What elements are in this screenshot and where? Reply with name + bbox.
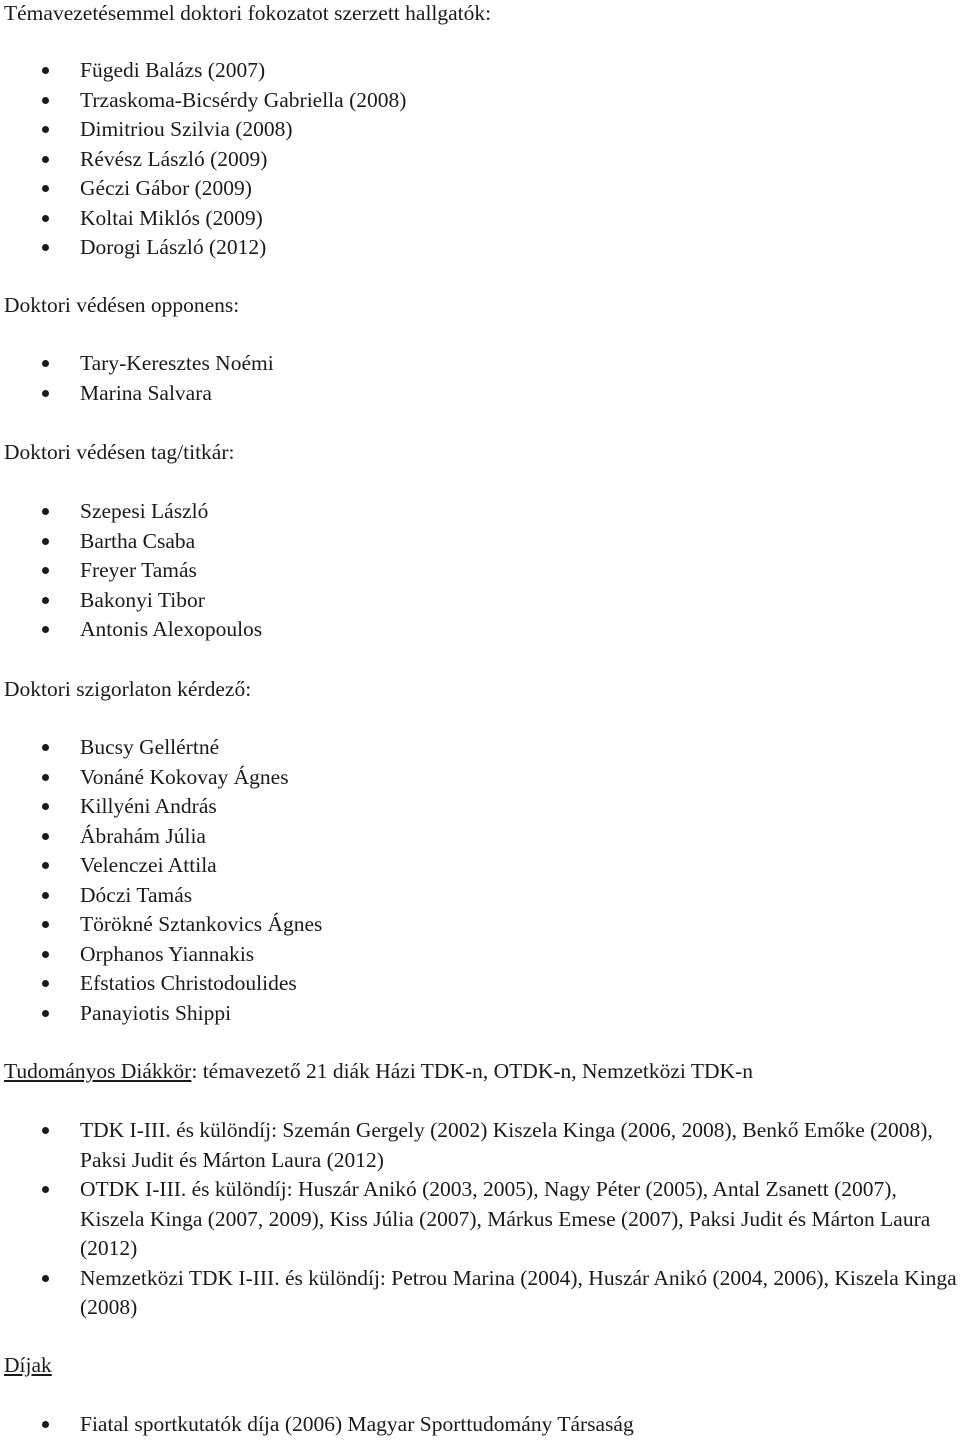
list-item: Bucsy Gellértné — [0, 733, 960, 763]
list-item: OTDK I-III. és különdíj: Huszár Anikó (2003, 2005), Nagy Péter (2005), Antal Zsanett (2007), Kiszela Kinga (2007, 2009), Kiss Júlia (2007), Márkus Emese (2007), Paksi Judit és Márton Laura (2012) — [0, 1175, 960, 1264]
heading-tdk — [4, 1057, 753, 1087]
list-item: Freyer Tamás — [0, 556, 960, 586]
heading-examiner: Doktori szigorlaton kérdező: — [4, 677, 252, 701]
list-item: Fiatal sportkutatók díja (2006) Magyar Sporttudomány Társaság — [0, 1410, 960, 1440]
list-item: Szepesi László — [0, 497, 960, 527]
list-item: Nemzetközi TDK I-III. és különdíj: Petrou Marina (2004), Huszár Anikó (2004, 2006), Kiszela Kinga (2008) — [0, 1264, 960, 1323]
list-examiner — [0, 733, 960, 1028]
bullet-icon — [42, 360, 49, 367]
list-item: Trzaskoma-Bicsérdy Gabriella (2008) — [0, 86, 960, 116]
list-item: Tary-Keresztes Noémi — [0, 349, 960, 379]
list-item: Efstatios Christodoulides — [0, 969, 960, 999]
bullet-icon — [42, 892, 49, 899]
bullet-icon — [42, 597, 49, 604]
heading-awards-text: Díjak — [4, 1353, 52, 1377]
list-item: Panayiotis Shippi — [0, 999, 960, 1029]
bullet-icon — [42, 215, 49, 222]
bullet-icon — [42, 156, 49, 163]
heading-tdk-rest: : témavezető 21 diák Házi TDK-n, OTDK-n, Nemzetközi TDK-n — [191, 1059, 753, 1083]
heading-awards — [4, 1351, 52, 1381]
list-awards — [0, 1410, 960, 1440]
bullet-icon — [42, 626, 49, 633]
bullet-icon — [42, 921, 49, 928]
list-supervised-students — [0, 56, 960, 263]
bullet-icon — [42, 1127, 49, 1134]
heading-opponent: Doktori védésen opponens: — [4, 293, 240, 317]
bullet-icon — [42, 1010, 49, 1017]
bullet-icon — [42, 1275, 49, 1282]
list-item: Dorogi László (2012) — [0, 233, 960, 263]
bullet-icon — [42, 185, 49, 192]
bullet-icon — [42, 1421, 49, 1428]
list-item: Vonáné Kokovay Ágnes — [0, 763, 960, 793]
bullet-icon — [42, 97, 49, 104]
list-committee-member — [0, 497, 960, 645]
bullet-icon — [42, 862, 49, 869]
list-item: Marina Salvara — [0, 379, 960, 409]
bullet-icon — [42, 67, 49, 74]
list-item: Dimitriou Szilvia (2008) — [0, 115, 960, 145]
list-item: Bartha Csaba — [0, 527, 960, 557]
bullet-icon — [42, 244, 49, 251]
bullet-icon — [42, 980, 49, 987]
bullet-icon — [42, 126, 49, 133]
list-tdk — [0, 1116, 960, 1323]
list-item: Orphanos Yiannakis — [0, 940, 960, 970]
heading-tdk-underlined: Tudományos Diákkör — [4, 1059, 192, 1083]
bullet-icon — [42, 744, 49, 751]
list-item: Velenczei Attila — [0, 851, 960, 881]
bullet-icon — [42, 390, 49, 397]
bullet-icon — [42, 803, 49, 810]
list-opponent — [0, 349, 960, 408]
list-item: Antonis Alexopoulos — [0, 615, 960, 645]
list-item: Dóczi Tamás — [0, 881, 960, 911]
list-item: Törökné Sztankovics Ágnes — [0, 910, 960, 940]
bullet-icon — [42, 508, 49, 515]
list-item: TDK I-III. és különdíj: Szemán Gergely (2002) Kiszela Kinga (2006, 2008), Benkő Emőke (2008), Paksi Judit és Márton Laura (2012) — [0, 1116, 960, 1175]
heading-committee-member: Doktori védésen tag/titkár: — [4, 440, 235, 464]
bullet-icon — [42, 951, 49, 958]
bullet-icon — [42, 538, 49, 545]
list-item: Koltai Miklós (2009) — [0, 204, 960, 234]
heading-supervised-students: Témavezetésemmel doktori fokozatot szerzett hallgatók: — [4, 1, 492, 25]
list-item: Ábrahám Júlia — [0, 822, 960, 852]
bullet-icon — [42, 567, 49, 574]
list-item: Bakonyi Tibor — [0, 586, 960, 616]
list-item: Géczi Gábor (2009) — [0, 174, 960, 204]
bullet-icon — [42, 1186, 49, 1193]
bullet-icon — [42, 833, 49, 840]
list-item: Fügedi Balázs (2007) — [0, 56, 960, 86]
list-item: Killyéni András — [0, 792, 960, 822]
bullet-icon — [42, 774, 49, 781]
list-item: Révész László (2009) — [0, 145, 960, 175]
